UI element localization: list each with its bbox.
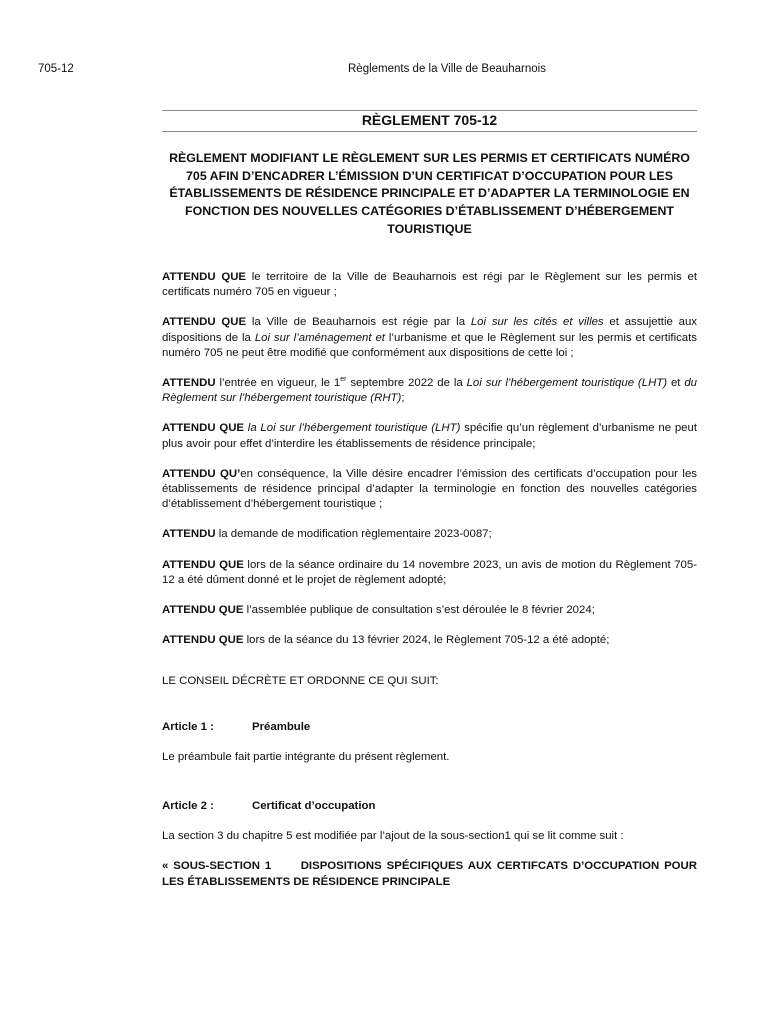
attendu-text: le territoire de la Ville de Beauharnois est régi par le Règlement sur les permis et certificats numéro 705 en vigueur ; — [162, 271, 697, 299]
document-number: 705-12 — [38, 63, 74, 75]
article-title: Préambule — [252, 720, 311, 733]
attendu-keyword: ATTENDU QUE — [162, 316, 247, 329]
attendu-text: spécifie qu’un règlement d’urbanisme ne peut plus avoir pour effet d’interdire les établissements de résidence principale; — [162, 422, 697, 450]
attendu-paragraph — [162, 376, 697, 406]
attendu-paragraph — [162, 633, 697, 648]
running-header: Règlements de la Ville de Beauharnois — [348, 63, 546, 75]
title-rule-top — [162, 110, 697, 111]
attendu-paragraph — [162, 421, 697, 451]
attendu-text: et — [667, 377, 685, 390]
title-rule-bottom — [162, 131, 697, 132]
attendu-text: la Ville de Beauharnois est régie par la — [246, 316, 471, 329]
attendu-text: et assujettie aux dispositions de la — [162, 316, 697, 344]
attendu-keyword: ATTENDU QU’ — [162, 467, 241, 480]
article-heading — [162, 799, 697, 814]
attendu-text: en conséquence, la Ville désire encadrer l’émission des certificats d’occupation pour les établissements de résidence principal d’adapter la terminologie en fonction des nouvelles catégories d’établissement d’hébergement touristique ; — [162, 467, 697, 511]
attendu-paragraph — [162, 467, 697, 513]
article-number: Article 1 : — [162, 720, 214, 733]
page-title: RÈGLEMENT 705-12 — [361, 112, 498, 128]
attendu-keyword: ATTENDU QUE — [162, 271, 247, 283]
attendu-text: lors de la séance ordinaire du 14 novembre 2023, un avis de motion du Règlement 705-12 a été dûment donné et le projet de règlement adopté; — [162, 558, 697, 586]
attendu-text: la demande de modification règlementaire 2023-0087; — [215, 528, 492, 541]
attendu-keyword: ATTENDU QUE — [162, 634, 244, 647]
attendu-text: septembre 2022 de la — [346, 377, 467, 390]
law-citation: Loi sur les cités et villes — [470, 316, 604, 329]
subsection-heading: « SOUS-SECTION 1 DISPOSITIONS SPÉCIFIQUES AUX CERTIFCATS D’OCCUPATION POUR LES ÉTABLISSEMENTS DE RÉSIDENCE PRINCIPALE — [162, 860, 701, 888]
attendu-keyword: ATTENDU — [162, 528, 216, 541]
law-citation: du Règlement sur l’hébergement touristique (RHT) — [162, 377, 698, 405]
article-heading — [162, 720, 697, 735]
law-citation: Loi sur l’aménagement et — [254, 331, 385, 344]
article-text: La section 3 du chapitre 5 est modifiée par l’ajout de la sous-section1 qui se lit comme suit : — [162, 830, 624, 843]
attendu-text: l’entrée en vigueur, le 1 — [215, 377, 341, 390]
attendu-paragraph — [162, 558, 697, 588]
article-title: Certificat d’occupation — [252, 800, 376, 813]
attendu-keyword: ATTENDU QUE — [162, 422, 245, 435]
article-text: Le préambule fait partie intégrante du présent règlement. — [162, 750, 450, 763]
article-number: Article 2 : — [162, 800, 214, 813]
attendu-paragraph — [162, 315, 697, 361]
law-citation: la Loi sur l’hébergement touristique (LHT) — [244, 422, 461, 435]
law-citation: Loi sur l’hébergement touristique (LHT) — [466, 377, 668, 390]
attendu-text: ; — [401, 392, 405, 405]
attendu-keyword: ATTENDU QUE — [162, 558, 244, 571]
attendu-paragraph — [162, 270, 697, 300]
attendu-keyword: ATTENDU QUE — [162, 604, 244, 617]
attendu-keyword: ATTENDU — [162, 377, 216, 390]
ordinal-suffix: er — [340, 376, 347, 384]
regulation-subtitle: RÈGLEMENT MODIFIANT LE RÈGLEMENT SUR LES PERMIS ET CERTIFICATS NUMÉRO 705 AFIN D’ENCADRER L’ÉMISSION D’UN CERTIFICAT D’OCCUPATION POUR LES ÉTABLISSEMENTS DE RÉSIDENCE PRINCIPALE ET D’ADAPTER LA TERMINOLOGIE EN FONCTION DES NOUVELLES CATÉGORIES D’ÉTABLISSEMENT D’HÉBERGEMENT TOURISTIQUE — [169, 151, 690, 236]
document-body — [162, 270, 701, 890]
attendu-paragraph — [162, 527, 697, 542]
council-decree: LE CONSEIL DÉCRÈTE ET ORDONNE CE QUI SUIT: — [162, 675, 439, 688]
attendu-paragraph — [162, 603, 697, 618]
attendu-text: l’assemblée publique de consultation s’est déroulée le 8 février 2024; — [243, 604, 595, 617]
attendu-text: l’urbanisme et que le Règlement sur les permis et certificats numéro 705 ne peut être modifié que conformément aux dispositions de cette loi ; — [162, 331, 697, 359]
attendu-text: lors de la séance du 13 février 2024, le Règlement 705-12 a été adopté; — [243, 634, 610, 647]
